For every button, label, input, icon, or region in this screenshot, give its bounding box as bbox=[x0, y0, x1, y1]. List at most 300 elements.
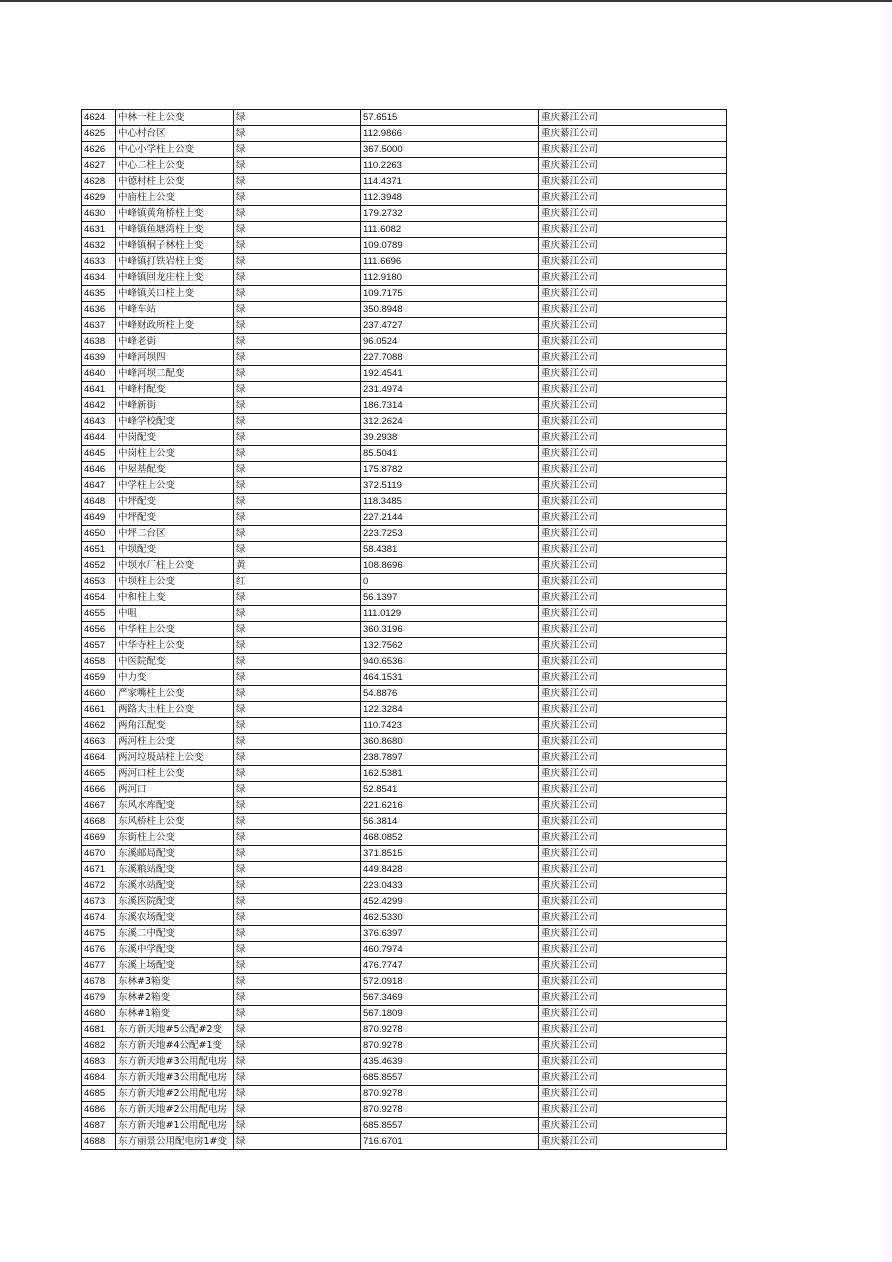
row-value-cell: 112.3948 bbox=[361, 190, 539, 206]
row-id-cell: 4645 bbox=[82, 446, 116, 462]
row-name-cell: 东方新天地#3公用配电房 bbox=[116, 1070, 234, 1086]
row-company-cell: 重庆綦江公司 bbox=[539, 814, 727, 830]
row-value-cell: 940.6536 bbox=[361, 654, 539, 670]
row-id-cell: 4683 bbox=[82, 1054, 116, 1070]
row-id-cell: 4626 bbox=[82, 142, 116, 158]
row-value-cell: 85.5041 bbox=[361, 446, 539, 462]
row-status-cell: 绿 bbox=[234, 446, 361, 462]
row-company-cell: 重庆綦江公司 bbox=[539, 734, 727, 750]
row-name-cell: 东林#2箱变 bbox=[116, 990, 234, 1006]
table-row bbox=[82, 670, 727, 686]
row-company-cell: 重庆綦江公司 bbox=[539, 446, 727, 462]
table-row bbox=[82, 270, 727, 286]
row-value-cell: 870.9278 bbox=[361, 1038, 539, 1054]
table-row bbox=[82, 686, 727, 702]
row-company-cell: 重庆綦江公司 bbox=[539, 798, 727, 814]
row-id-cell: 4687 bbox=[82, 1118, 116, 1134]
row-name-cell: 两河垃圾站柱上公变 bbox=[116, 750, 234, 766]
row-name-cell: 东方新天地#2公用配电房 bbox=[116, 1102, 234, 1118]
row-name-cell: 中岗配变 bbox=[116, 430, 234, 446]
row-company-cell: 重庆綦江公司 bbox=[539, 1102, 727, 1118]
row-company-cell: 重庆綦江公司 bbox=[539, 430, 727, 446]
row-value-cell: 223.0433 bbox=[361, 878, 539, 894]
row-value-cell: 111.6082 bbox=[361, 222, 539, 238]
row-value-cell: 56.1397 bbox=[361, 590, 539, 606]
row-company-cell: 重庆綦江公司 bbox=[539, 334, 727, 350]
row-status-cell: 绿 bbox=[234, 782, 361, 798]
row-status-cell: 绿 bbox=[234, 206, 361, 222]
row-value-cell: 110.2263 bbox=[361, 158, 539, 174]
row-value-cell: 108.8696 bbox=[361, 558, 539, 574]
row-value-cell: 312.2624 bbox=[361, 414, 539, 430]
row-value-cell: 112.9180 bbox=[361, 270, 539, 286]
row-value-cell: 371.8515 bbox=[361, 846, 539, 862]
row-company-cell: 重庆綦江公司 bbox=[539, 478, 727, 494]
row-value-cell: 39.2938 bbox=[361, 430, 539, 446]
row-value-cell: 114.4371 bbox=[361, 174, 539, 190]
row-name-cell: 中峰学校配变 bbox=[116, 414, 234, 430]
row-company-cell: 重庆綦江公司 bbox=[539, 510, 727, 526]
row-id-cell: 4669 bbox=[82, 830, 116, 846]
row-id-cell: 4674 bbox=[82, 910, 116, 926]
row-value-cell: 58.4381 bbox=[361, 542, 539, 558]
row-status-cell: 红 bbox=[234, 574, 361, 590]
row-id-cell: 4667 bbox=[82, 798, 116, 814]
row-id-cell: 4624 bbox=[82, 110, 116, 126]
row-value-cell: 350.8948 bbox=[361, 302, 539, 318]
table-body bbox=[82, 110, 727, 1150]
row-id-cell: 4648 bbox=[82, 494, 116, 510]
row-status-cell: 黄 bbox=[234, 558, 361, 574]
row-status-cell: 绿 bbox=[234, 878, 361, 894]
row-status-cell: 绿 bbox=[234, 158, 361, 174]
row-id-cell: 4672 bbox=[82, 878, 116, 894]
row-value-cell: 476.7747 bbox=[361, 958, 539, 974]
row-value-cell: 870.9278 bbox=[361, 1022, 539, 1038]
row-value-cell: 360.8680 bbox=[361, 734, 539, 750]
row-id-cell: 4649 bbox=[82, 510, 116, 526]
row-id-cell: 4657 bbox=[82, 638, 116, 654]
row-status-cell: 绿 bbox=[234, 1102, 361, 1118]
table-row bbox=[82, 1118, 727, 1134]
table-row bbox=[82, 590, 727, 606]
row-company-cell: 重庆綦江公司 bbox=[539, 238, 727, 254]
row-status-cell: 绿 bbox=[234, 222, 361, 238]
row-company-cell: 重庆綦江公司 bbox=[539, 1022, 727, 1038]
row-name-cell: 东溪医院配变 bbox=[116, 894, 234, 910]
table-row bbox=[82, 974, 727, 990]
row-id-cell: 4656 bbox=[82, 622, 116, 638]
row-status-cell: 绿 bbox=[234, 318, 361, 334]
row-id-cell: 4676 bbox=[82, 942, 116, 958]
row-status-cell: 绿 bbox=[234, 798, 361, 814]
row-id-cell: 4679 bbox=[82, 990, 116, 1006]
row-value-cell: 870.9278 bbox=[361, 1102, 539, 1118]
row-company-cell: 重庆綦江公司 bbox=[539, 1006, 727, 1022]
table-row bbox=[82, 878, 727, 894]
row-id-cell: 4630 bbox=[82, 206, 116, 222]
row-company-cell: 重庆綦江公司 bbox=[539, 974, 727, 990]
row-value-cell: 360.3196 bbox=[361, 622, 539, 638]
row-id-cell: 4680 bbox=[82, 1006, 116, 1022]
row-name-cell: 中坝水厂柱上公变 bbox=[116, 558, 234, 574]
table-row bbox=[82, 334, 727, 350]
row-value-cell: 56.3814 bbox=[361, 814, 539, 830]
row-id-cell: 4668 bbox=[82, 814, 116, 830]
row-value-cell: 112.9866 bbox=[361, 126, 539, 142]
row-name-cell: 中林一柱上公变 bbox=[116, 110, 234, 126]
row-value-cell: 376.6397 bbox=[361, 926, 539, 942]
row-company-cell: 重庆綦江公司 bbox=[539, 750, 727, 766]
row-id-cell: 4639 bbox=[82, 350, 116, 366]
row-status-cell: 绿 bbox=[234, 254, 361, 270]
row-company-cell: 重庆綦江公司 bbox=[539, 398, 727, 414]
row-company-cell: 重庆綦江公司 bbox=[539, 1086, 727, 1102]
table-row bbox=[82, 1006, 727, 1022]
row-company-cell: 重庆綦江公司 bbox=[539, 1134, 727, 1150]
row-company-cell: 重庆綦江公司 bbox=[539, 830, 727, 846]
table-row bbox=[82, 398, 727, 414]
row-value-cell: 54.8876 bbox=[361, 686, 539, 702]
row-name-cell: 东林#3箱变 bbox=[116, 974, 234, 990]
row-status-cell: 绿 bbox=[234, 494, 361, 510]
row-id-cell: 4636 bbox=[82, 302, 116, 318]
row-id-cell: 4660 bbox=[82, 686, 116, 702]
row-id-cell: 4634 bbox=[82, 270, 116, 286]
row-id-cell: 4686 bbox=[82, 1102, 116, 1118]
table-row bbox=[82, 414, 727, 430]
row-id-cell: 4638 bbox=[82, 334, 116, 350]
row-name-cell: 中坝柱上公变 bbox=[116, 574, 234, 590]
row-company-cell: 重庆綦江公司 bbox=[539, 1038, 727, 1054]
row-value-cell: 110.7423 bbox=[361, 718, 539, 734]
page-right-edge bbox=[884, 2, 892, 1262]
row-status-cell: 绿 bbox=[234, 334, 361, 350]
row-company-cell: 重庆綦江公司 bbox=[539, 206, 727, 222]
row-id-cell: 4647 bbox=[82, 478, 116, 494]
table-row bbox=[82, 718, 727, 734]
row-id-cell: 4642 bbox=[82, 398, 116, 414]
table-row bbox=[82, 1134, 727, 1150]
table-row bbox=[82, 238, 727, 254]
table-row bbox=[82, 1038, 727, 1054]
row-status-cell: 绿 bbox=[234, 414, 361, 430]
row-value-cell: 572.0918 bbox=[361, 974, 539, 990]
row-value-cell: 238.7897 bbox=[361, 750, 539, 766]
table-row bbox=[82, 606, 727, 622]
table-row bbox=[82, 814, 727, 830]
row-value-cell: 221.6216 bbox=[361, 798, 539, 814]
row-name-cell: 中坪二台区 bbox=[116, 526, 234, 542]
table-row bbox=[82, 574, 727, 590]
row-company-cell: 重庆綦江公司 bbox=[539, 622, 727, 638]
row-status-cell: 绿 bbox=[234, 814, 361, 830]
table-row bbox=[82, 766, 727, 782]
row-status-cell: 绿 bbox=[234, 654, 361, 670]
table-row bbox=[82, 222, 727, 238]
table-row bbox=[82, 174, 727, 190]
row-company-cell: 重庆綦江公司 bbox=[539, 286, 727, 302]
row-value-cell: 223.7253 bbox=[361, 526, 539, 542]
row-value-cell: 118.3485 bbox=[361, 494, 539, 510]
row-company-cell: 重庆綦江公司 bbox=[539, 574, 727, 590]
row-name-cell: 中峰车站 bbox=[116, 302, 234, 318]
row-name-cell: 中德村柱上公变 bbox=[116, 174, 234, 190]
row-name-cell: 中心二柱上公变 bbox=[116, 158, 234, 174]
row-name-cell: 东方丽景公用配电房1#变 bbox=[116, 1134, 234, 1150]
row-value-cell: 179.2732 bbox=[361, 206, 539, 222]
row-value-cell: 372.5119 bbox=[361, 478, 539, 494]
row-name-cell: 东方新天地#3公用配电房 bbox=[116, 1054, 234, 1070]
row-name-cell: 两角江配变 bbox=[116, 718, 234, 734]
data-table bbox=[81, 109, 727, 1150]
table-row bbox=[82, 1102, 727, 1118]
table-row bbox=[82, 1022, 727, 1038]
row-value-cell: 567.3469 bbox=[361, 990, 539, 1006]
row-value-cell: 111.6696 bbox=[361, 254, 539, 270]
row-status-cell: 绿 bbox=[234, 286, 361, 302]
row-id-cell: 4644 bbox=[82, 430, 116, 446]
row-value-cell: 462.5330 bbox=[361, 910, 539, 926]
row-company-cell: 重庆綦江公司 bbox=[539, 174, 727, 190]
row-value-cell: 175.8782 bbox=[361, 462, 539, 478]
row-id-cell: 4684 bbox=[82, 1070, 116, 1086]
row-id-cell: 4654 bbox=[82, 590, 116, 606]
row-company-cell: 重庆綦江公司 bbox=[539, 1054, 727, 1070]
row-id-cell: 4646 bbox=[82, 462, 116, 478]
row-company-cell: 重庆綦江公司 bbox=[539, 638, 727, 654]
row-company-cell: 重庆綦江公司 bbox=[539, 494, 727, 510]
row-status-cell: 绿 bbox=[234, 542, 361, 558]
row-company-cell: 重庆綦江公司 bbox=[539, 318, 727, 334]
row-id-cell: 4627 bbox=[82, 158, 116, 174]
table-row bbox=[82, 190, 727, 206]
row-company-cell: 重庆綦江公司 bbox=[539, 542, 727, 558]
row-id-cell: 4661 bbox=[82, 702, 116, 718]
row-status-cell: 绿 bbox=[234, 510, 361, 526]
row-name-cell: 两河柱上公变 bbox=[116, 734, 234, 750]
row-name-cell: 中华寺柱上公变 bbox=[116, 638, 234, 654]
row-company-cell: 重庆綦江公司 bbox=[539, 926, 727, 942]
row-name-cell: 东溪上场配变 bbox=[116, 958, 234, 974]
row-company-cell: 重庆綦江公司 bbox=[539, 702, 727, 718]
row-company-cell: 重庆綦江公司 bbox=[539, 222, 727, 238]
row-name-cell: 中庙柱上公变 bbox=[116, 190, 234, 206]
row-status-cell: 绿 bbox=[234, 622, 361, 638]
row-name-cell: 东方新天地#4公配#1变 bbox=[116, 1038, 234, 1054]
row-name-cell: 中坝配变 bbox=[116, 542, 234, 558]
row-status-cell: 绿 bbox=[234, 270, 361, 286]
row-status-cell: 绿 bbox=[234, 830, 361, 846]
row-name-cell: 中峰镇关口柱上变 bbox=[116, 286, 234, 302]
table-row bbox=[82, 734, 727, 750]
row-name-cell: 中力变 bbox=[116, 670, 234, 686]
table-row bbox=[82, 910, 727, 926]
table-row bbox=[82, 526, 727, 542]
row-name-cell: 中岗柱上公变 bbox=[116, 446, 234, 462]
row-id-cell: 4665 bbox=[82, 766, 116, 782]
table-row bbox=[82, 798, 727, 814]
row-id-cell: 4653 bbox=[82, 574, 116, 590]
row-company-cell: 重庆綦江公司 bbox=[539, 158, 727, 174]
table-row bbox=[82, 126, 727, 142]
row-status-cell: 绿 bbox=[234, 958, 361, 974]
row-value-cell: 449.8428 bbox=[361, 862, 539, 878]
row-id-cell: 4663 bbox=[82, 734, 116, 750]
table-row bbox=[82, 302, 727, 318]
table-row bbox=[82, 366, 727, 382]
row-status-cell: 绿 bbox=[234, 462, 361, 478]
page-top-border bbox=[0, 0, 892, 2]
table-row bbox=[82, 958, 727, 974]
table-row bbox=[82, 702, 727, 718]
row-status-cell: 绿 bbox=[234, 894, 361, 910]
row-name-cell: 东林#1箱变 bbox=[116, 1006, 234, 1022]
row-company-cell: 重庆綦江公司 bbox=[539, 766, 727, 782]
row-value-cell: 186.7314 bbox=[361, 398, 539, 414]
row-id-cell: 4640 bbox=[82, 366, 116, 382]
row-status-cell: 绿 bbox=[234, 750, 361, 766]
row-status-cell: 绿 bbox=[234, 1118, 361, 1134]
row-name-cell: 中华柱上公变 bbox=[116, 622, 234, 638]
row-name-cell: 中坪配变 bbox=[116, 494, 234, 510]
table-row bbox=[82, 542, 727, 558]
row-value-cell: 0 bbox=[361, 574, 539, 590]
row-company-cell: 重庆綦江公司 bbox=[539, 590, 727, 606]
row-value-cell: 52.8541 bbox=[361, 782, 539, 798]
row-name-cell: 两河口 bbox=[116, 782, 234, 798]
table-row bbox=[82, 158, 727, 174]
row-name-cell: 中峰老街 bbox=[116, 334, 234, 350]
row-name-cell: 东溪二中配变 bbox=[116, 926, 234, 942]
row-company-cell: 重庆綦江公司 bbox=[539, 686, 727, 702]
table-row bbox=[82, 286, 727, 302]
table-row bbox=[82, 894, 727, 910]
row-value-cell: 192.4541 bbox=[361, 366, 539, 382]
table-row bbox=[82, 654, 727, 670]
row-status-cell: 绿 bbox=[234, 942, 361, 958]
row-company-cell: 重庆綦江公司 bbox=[539, 718, 727, 734]
row-status-cell: 绿 bbox=[234, 1054, 361, 1070]
table-row bbox=[82, 254, 727, 270]
row-company-cell: 重庆綦江公司 bbox=[539, 462, 727, 478]
row-value-cell: 464.1531 bbox=[361, 670, 539, 686]
row-company-cell: 重庆綦江公司 bbox=[539, 782, 727, 798]
row-company-cell: 重庆綦江公司 bbox=[539, 606, 727, 622]
row-id-cell: 4631 bbox=[82, 222, 116, 238]
row-id-cell: 4625 bbox=[82, 126, 116, 142]
row-name-cell: 中峰镇回龙庄柱上变 bbox=[116, 270, 234, 286]
row-status-cell: 绿 bbox=[234, 1038, 361, 1054]
row-status-cell: 绿 bbox=[234, 430, 361, 446]
row-value-cell: 227.7088 bbox=[361, 350, 539, 366]
row-id-cell: 4635 bbox=[82, 286, 116, 302]
row-id-cell: 4678 bbox=[82, 974, 116, 990]
row-id-cell: 4632 bbox=[82, 238, 116, 254]
row-value-cell: 685.8557 bbox=[361, 1070, 539, 1086]
row-id-cell: 4681 bbox=[82, 1022, 116, 1038]
row-value-cell: 870.9278 bbox=[361, 1086, 539, 1102]
row-value-cell: 452.4299 bbox=[361, 894, 539, 910]
row-company-cell: 重庆綦江公司 bbox=[539, 270, 727, 286]
row-name-cell: 中峰镇打铁岩柱上变 bbox=[116, 254, 234, 270]
row-name-cell: 东溪邮局配变 bbox=[116, 846, 234, 862]
row-id-cell: 4641 bbox=[82, 382, 116, 398]
table-row bbox=[82, 318, 727, 334]
row-name-cell: 东溪农场配变 bbox=[116, 910, 234, 926]
row-company-cell: 重庆綦江公司 bbox=[539, 670, 727, 686]
row-name-cell: 两路大土柱上公变 bbox=[116, 702, 234, 718]
row-status-cell: 绿 bbox=[234, 174, 361, 190]
row-name-cell: 东方新天地#2公用配电房 bbox=[116, 1086, 234, 1102]
table-row bbox=[82, 430, 727, 446]
row-company-cell: 重庆綦江公司 bbox=[539, 862, 727, 878]
row-status-cell: 绿 bbox=[234, 126, 361, 142]
row-name-cell: 东方新天地#5公配#2变 bbox=[116, 1022, 234, 1038]
table-row bbox=[82, 926, 727, 942]
table-row bbox=[82, 750, 727, 766]
row-company-cell: 重庆綦江公司 bbox=[539, 878, 727, 894]
row-company-cell: 重庆綦江公司 bbox=[539, 558, 727, 574]
row-name-cell: 两河口柱上公变 bbox=[116, 766, 234, 782]
table-row bbox=[82, 206, 727, 222]
row-status-cell: 绿 bbox=[234, 190, 361, 206]
table-row bbox=[82, 510, 727, 526]
row-id-cell: 4651 bbox=[82, 542, 116, 558]
row-status-cell: 绿 bbox=[234, 478, 361, 494]
row-value-cell: 111.0129 bbox=[361, 606, 539, 622]
row-id-cell: 4685 bbox=[82, 1086, 116, 1102]
row-status-cell: 绿 bbox=[234, 366, 361, 382]
row-name-cell: 东方新天地#1公用配电房 bbox=[116, 1118, 234, 1134]
row-company-cell: 重庆綦江公司 bbox=[539, 126, 727, 142]
row-status-cell: 绿 bbox=[234, 1022, 361, 1038]
row-company-cell: 重庆綦江公司 bbox=[539, 110, 727, 126]
row-company-cell: 重庆綦江公司 bbox=[539, 958, 727, 974]
row-value-cell: 96.0524 bbox=[361, 334, 539, 350]
row-id-cell: 4643 bbox=[82, 414, 116, 430]
table-row bbox=[82, 1070, 727, 1086]
row-value-cell: 435.4639 bbox=[361, 1054, 539, 1070]
table-row bbox=[82, 478, 727, 494]
row-value-cell: 109.0789 bbox=[361, 238, 539, 254]
row-status-cell: 绿 bbox=[234, 606, 361, 622]
row-value-cell: 57.6515 bbox=[361, 110, 539, 126]
row-value-cell: 122.3284 bbox=[361, 702, 539, 718]
row-value-cell: 227.2144 bbox=[361, 510, 539, 526]
row-name-cell: 中咀 bbox=[116, 606, 234, 622]
table-row bbox=[82, 830, 727, 846]
row-value-cell: 109.7175 bbox=[361, 286, 539, 302]
row-name-cell: 中医院配变 bbox=[116, 654, 234, 670]
row-company-cell: 重庆綦江公司 bbox=[539, 910, 727, 926]
row-id-cell: 4637 bbox=[82, 318, 116, 334]
row-name-cell: 东风水库配变 bbox=[116, 798, 234, 814]
row-id-cell: 4677 bbox=[82, 958, 116, 974]
row-value-cell: 460.7974 bbox=[361, 942, 539, 958]
row-name-cell: 中峰镇桐子林柱上变 bbox=[116, 238, 234, 254]
row-company-cell: 重庆綦江公司 bbox=[539, 1070, 727, 1086]
row-value-cell: 716.6701 bbox=[361, 1134, 539, 1150]
row-value-cell: 162.5381 bbox=[361, 766, 539, 782]
row-id-cell: 4659 bbox=[82, 670, 116, 686]
table-row bbox=[82, 1054, 727, 1070]
row-value-cell: 231.4974 bbox=[361, 382, 539, 398]
row-company-cell: 重庆綦江公司 bbox=[539, 382, 727, 398]
row-value-cell: 468.0852 bbox=[361, 830, 539, 846]
row-name-cell: 严家嘴柱上公变 bbox=[116, 686, 234, 702]
row-id-cell: 4688 bbox=[82, 1134, 116, 1150]
